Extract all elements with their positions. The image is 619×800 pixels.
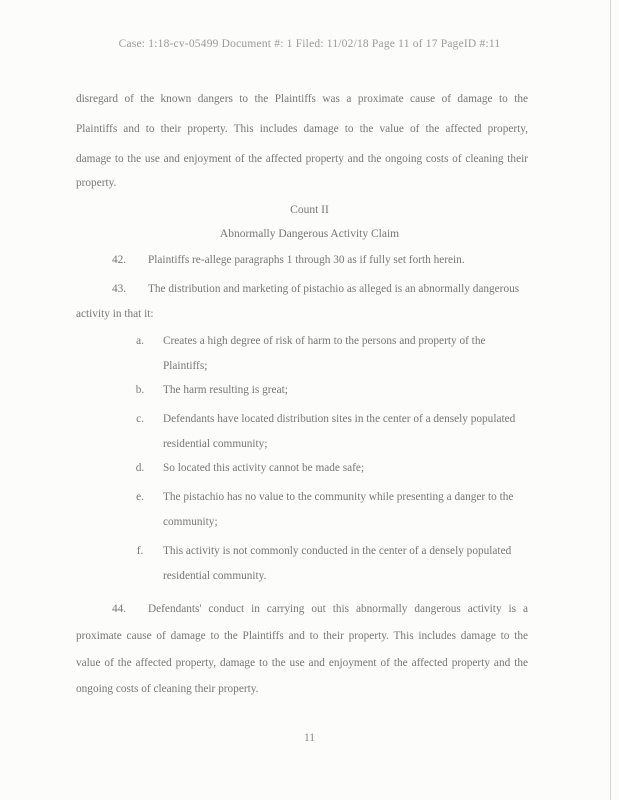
paragraph-number: 42. [112,254,127,266]
list-item-text: residential community; [163,438,268,450]
list-item-letter: c. [136,413,144,425]
paragraph-text: The distribution and marketing of pistachio as alleged is an abnormally dangerous [148,283,520,295]
list-item-letter: b. [135,384,145,396]
count-heading: Count II [290,204,329,216]
intro-line: Plaintiffs and to their property. This includes damage to the value of the affected property, [76,123,528,135]
paragraph-text: activity in that it: [76,308,154,320]
list-item-text: Creates a high degree of risk of harm to the persons and property of the [163,335,486,347]
list-item-letter: d. [135,462,145,474]
scan-edge-line [610,0,611,800]
list-item-letter: e. [136,491,144,503]
paragraph-text: value of the affected property, damage to the use and enjoyment of the affected property and the [76,657,528,669]
paragraph-number: 43. [112,283,127,295]
page-number: 11 [303,732,316,744]
paragraph-text: proximate cause of damage to the Plaintiffs and to their property. This includes damage to the [76,630,528,642]
count-title: Abnormally Dangerous Activity Claim [219,228,400,240]
intro-line: disregard of the known dangers to the Plaintiffs was a proximate cause of damage to the [76,93,528,105]
list-item-text: community; [163,516,218,528]
list-item-text: Defendants have located distribution sites in the center of a densely populated [163,413,516,425]
intro-line: damage to the use and enjoyment of the affected property and the ongoing costs of cleaning their [76,153,528,165]
list-item-text: So located this activity cannot be made safe; [163,462,365,474]
list-item-letter: f. [136,545,144,557]
intro-line: property. [76,177,117,189]
paragraph-text: Plaintiffs re-allege paragraphs 1 through 30 as if fully set forth herein. [148,254,465,266]
list-item-text: residential community. [163,570,267,582]
paragraph-number: 44. [112,603,127,615]
list-item-text: The harm resulting is great; [163,384,288,396]
list-item-text: This activity is not commonly conducted in the center of a densely populated [163,545,512,557]
list-item-text: The pistachio has no value to the community while presenting a danger to the [163,491,514,503]
paragraph-text: ongoing costs of cleaning their property. [76,683,259,695]
case-header: Case: 1:18-cv-05499 Document #: 1 Filed: 11/02/18 Page 11 of 17 PageID #:11 [118,38,501,50]
paragraph-text: Defendants' conduct in carrying out this abnormally dangerous activity is a [148,603,528,615]
list-item-text: Plaintiffs; [163,360,208,372]
list-item-letter: a. [136,335,144,347]
